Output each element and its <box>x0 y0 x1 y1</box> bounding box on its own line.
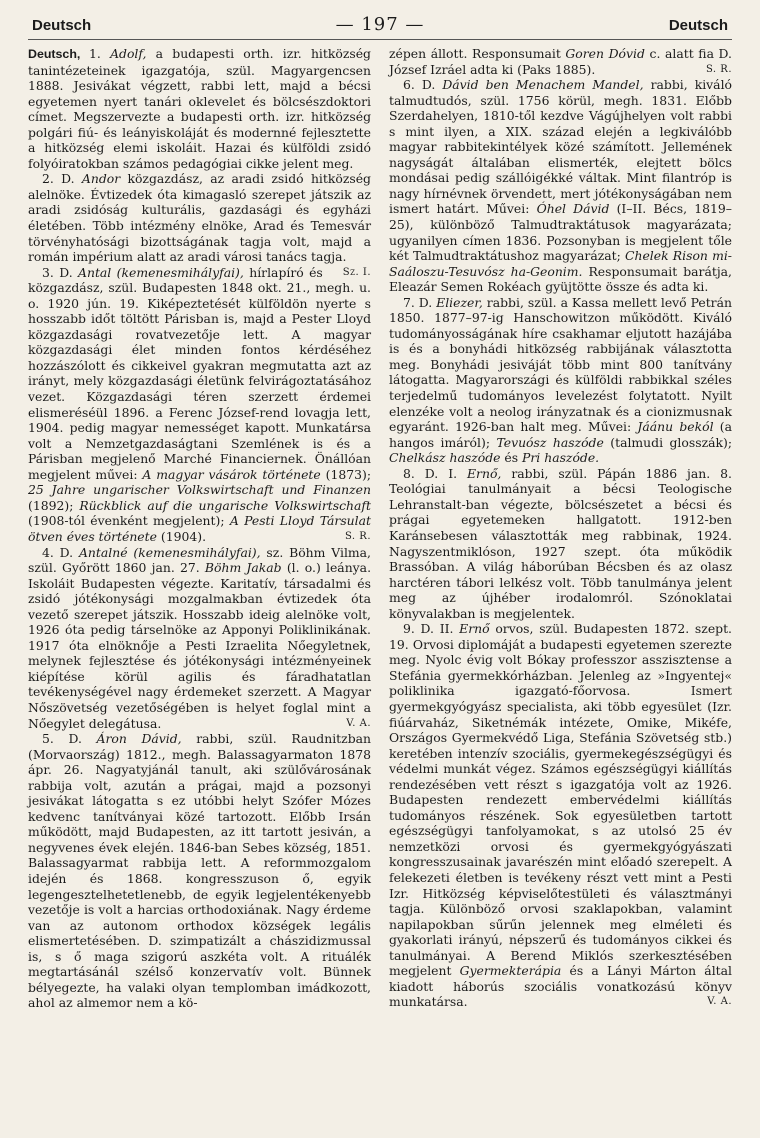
entry-text: (a hangos imáról); <box>389 419 732 450</box>
author-signature: Sz. I. <box>342 266 371 278</box>
header-right-keyword: Deutsch <box>668 17 728 34</box>
entry-6 <box>389 77 732 295</box>
entry-text: c. alatt fia D. József Izráel adta ki (Paks 1885). <box>389 46 732 77</box>
work-title: Pri haszóde. <box>522 450 600 466</box>
entry-name: Andor <box>81 171 121 187</box>
entry-number: 2. D. <box>42 171 82 187</box>
two-column-body <box>28 46 732 1011</box>
entry-text: (1892); <box>28 497 80 513</box>
work-title: Tevuósz haszóde <box>496 434 604 450</box>
work-title: Chelek Rison mi-Saáloszu-Tesuvósz ha-Geonim. <box>389 248 732 279</box>
entry-name: Eliezer, <box>436 294 483 310</box>
work-title: 25 Jahre ungarischer Volkswirtschaft und Finanzen <box>28 482 371 498</box>
author-signature: S. R. <box>344 530 371 542</box>
entry-5-continued <box>389 46 732 77</box>
entry-text: rabbi, szül. a Kassa mellett levő Petrán 1850. 1877–97-ig Hanschowitzon működött. Kiváló tudományosságának híre csakhamar eljutott hazájába is és a bonyhádi hitközség rabbijának választotta meg. Bonyhádi jesiváját több mint 800 tanítvány látogatta. Magyarországi és külföldi rabbikkal széles terjedelmű tudományos levelezést folytatott. Nyilt elenzéke volt a neolog irányzatnak és a cionizmusnak egyaránt. 1926-ban halt meg. Művei: <box>389 294 732 435</box>
entry-text: sz. Böhm Vilma, szül. Győrött 1860 jan. 27. <box>28 544 371 576</box>
work-title: Goren Dóvid <box>565 46 645 61</box>
entry-name: Antalné (kemenesmihályfai), <box>78 544 261 560</box>
entry-text: közgazdász, az aradi zsidó hitközség alelnöke. Évtizedek óta kimagasló szerepet játszik az aradi zsidóság kulturális, gazdasági és egyházi életében. Több intézmény elnöke, Arad és Temesvár törvényhatósági bizottságának tagja volt, majd a román impérium alatt az aradi városi tanács tagja. <box>28 171 371 265</box>
work-title: Jáánu bekól <box>637 419 714 435</box>
author-signature: V. A. <box>346 717 371 729</box>
page-number: — 197 — <box>335 14 425 35</box>
entry-number: 5. D. <box>42 731 97 747</box>
entry-number: 4. D. <box>42 544 79 560</box>
entry-text: és <box>500 450 523 466</box>
entry-text: és a Lányi Márton által kiadott háborús szociális vonatkozású könyv munkatársa. <box>389 963 732 1010</box>
entry-name: Áron Dávid, <box>96 731 182 747</box>
entry-9 <box>389 621 732 1010</box>
author-signature: S. R. <box>705 63 732 75</box>
work-title: Rückblick auf die ungarische Volkswirtschaft <box>79 497 371 513</box>
entry-text: (1908-tól évenként megjelent); <box>28 513 230 529</box>
entry-text: (talmudi glosszák); <box>603 434 732 450</box>
page-header <box>28 14 732 40</box>
entry-text: (l. o.) leánya. Iskoláit Budapesten végezte. Karitatív, társadalmi és zsidó jótékonysági mozgalmakban évtizedek óta vezető szerepet játszik. Hosszabb ideig alelnöke volt, 1926 óta pedig társelnöke az Apponyi Poliklinikának. 1917 óta elnöknője a Pesti Izraelita Nőegyletnek, melynek fejlesztése és jótékonysági intézményeinek kiépítése körül agilis és fáradhatatlan tevékenységével nagy érdemeket szerzett. A Magyar Nőszövetség vezetőségében is helyet foglal mint a Nőegylet delegátusa. <box>28 560 372 731</box>
entry-5 <box>28 731 371 1011</box>
work-title: Gyermekterápia <box>459 963 562 979</box>
work-title: A Pesti Lloyd Társulat ötven éves története <box>28 513 371 544</box>
entry-3 <box>28 265 371 545</box>
entry-text: (1904). <box>156 528 207 544</box>
entry-text: rabbi, szül. Pápán 1886 jan. 8. Teológiai tanulmányait a bécsi Teologische Lehranstalt-ban végezte, bölcsészetet a bécsi és prágai egyetemeken hallgatott. 1912-ben Karánsebesen választották meg rabbinak, 1924. Nagyszentmiklóson, 1927 szept. óta működik Brassóban. A világ háborúban Bécsben és az olasz harctéren tábori lelkész volt. Több tanulmánya jelent meg az újhéber irodalomról. Szónoklatai könyvalakban is megjelentek. <box>389 465 732 621</box>
entry-text: rabbi, kiváló talmudtudós, szül. 1756 körül, megh. 1831. Előbb Szerdahelyen, 1810-től kezdve Vágújhelyen volt rabbi s mint ilyen, a XIX. század elején a legkiválóbb magyar rabbitekintélyek közé számított. Jellemének nagyságát általában elismerték, elejtett bölcs mondásai pedig szállóigékké váltak. Mint filantróp is nagy hírnévnek örvendett, mert jótékonyságában nem ismert határt. Művei: <box>389 77 732 217</box>
entry-text: (I–II. Bécs, 1819–25), különböző Talmudtraktátusok magyarázata; ugyanilyen címen 1836. Pozsonyban is megjelent tőle két Talmudtraktátushoz magyarázat; <box>389 201 733 264</box>
entry-headword: Deutsch, <box>28 47 90 61</box>
entry-text: zépen állott. Responsumait <box>389 46 566 61</box>
work-title: A magyar vásárok története <box>142 466 321 482</box>
entry-8 <box>389 466 732 621</box>
entry-text: rabbi, szül. Raudnitzban (Morvaország) 1812., megh. Balassagyarmaton 1878 ápr. 26. Nagyatyjánál tanult, aki szülővárosának rabbija volt, azután a prágai, majd a pozsonyi jesivákat látogatta s ez utóbbi helyt Szófer Mózes kedvenc tanítványai közé tartozott. Előbb Irsán működött, majd Budapesten, az itt tartott jesiván, a negyvenes évek elején. 1846-ban Sebes község, 1851. Balassagyarmat rabbija lett. A reformmozgalom idején és 1868. kongresszuson ő, egyik legengesztelhetetlenebb, de egyik legjelentékenyebb vezetője is volt a harcias orthodoxiának. Nagy érdeme van az autonom orthodox községek legális elismertetésében. D. szimpatizált a chászidizmussal is, s ő maga szigorú aszkéta volt. A rituálék megtartásánál szélső konzervatív volt. Bünnek bélyegezte, ha valaki olyan templomban imádkozott, ahol az almemor nem a kö- <box>28 731 371 1011</box>
work-title: Óhel Dávid <box>536 201 610 217</box>
entry-number: 9. D. II. <box>403 621 460 637</box>
entry-text: hírlapíró és közgazdász, szül. Budapesten 1848 okt. 21., megh. u. o. 1920 jún. 19. Kiképeztetését külföldön nyerte s hosszabb időt töltött Párisban is, majd a Pester Lloyd közgazdasági rovatvezetője lett. A magyar közgazdasági élet minden fontos kérdéséhez hozzászólott és cikkeivel gyakran megmutatta azt az irányt, mely közgazdasági életünk felvirágoztatásához vezet. Közgazdasági téren szerzett érdemei elismeréséül 1896. a Ferenc József-rend lovagja lett, 1904. pedig magyar nemességet kapott. Munkatársa volt a Nemzetgazdaságtani Szemlének is és a Párisban megjelenő Marché Financiernek. Önállóan megjelent művei: <box>28 264 371 482</box>
entry-name: Ernő, <box>467 465 502 481</box>
author-signature: V. A. <box>707 996 732 1008</box>
entry-number: 1. <box>89 46 111 61</box>
entry-text: (1873); <box>320 466 371 482</box>
entry-name: Antal (kemenesmihályfai), <box>78 264 244 280</box>
left-column <box>28 46 371 1011</box>
entry-text: Responsumait barátja, Eleazár Semen Rokéach gyüjtötte össze és adta ki. <box>389 263 732 295</box>
entry-name: Ernő <box>459 621 490 637</box>
cross-reference: Böhm Jakab <box>204 560 282 576</box>
entry-number: 6. D. <box>403 77 443 93</box>
work-title: Chelkász haszóde <box>389 450 501 466</box>
entry-text: orvos, szül. Budapesten 1872. szept. 19. Orvosi diplomáját a budapesti egyetemen szerezte meg. Nyolc évig volt Bókay professzor asszisztense a Stefánia gyermekkórházban. Jelenleg az »Ingyentej« poliklinika igazgató-főorvosa. Ismert gyermekgyógyász specialista, aki több egyesület (Izr. fiúárvaház, Siketnémák intézete, Omike, Mikéfe, Országos Gyermekvédő Liga, Stefánia Szövetség stb.) keretében intenzív szociális, gyermekegészségügyi és védelmi munkát végez. Számos egészségügyi kiállítás rendezésében vett részt s igazgatója volt az 1926. Budapesten rendezett embervédelmi kiállítás tudományos részének. Sok egyesületben tartott egészségügyi tanfolyamokat, s az utolsó 25 év nemzetközi orvosi és gyermekgyógyászati kongresszusainak javarészén mint előadó szerepelt. A felekezeti életben is tevékeny részt vett mint a Pesti Izr. Hitközség képviselőtestületi és választmányi tagja. Különböző orvosi szaklapokban, valamint napilapokban sűrűn jelennek meg elméleti és gyakorlati irányú, népszerű és tudományos cikkei és tanulmányai. A Berend Miklós szerkesztésében megjelent <box>389 621 733 979</box>
entry-text: a budapesti orth. izr. hitközség tanintézeteinek igazgatója, szül. Magyargencsen 1888. Jesivákat végzett, rabbi lett, majd a bécsi egyetemen nyert tanári oklevelet és bölcsészdoktori címet. Megszervezte a budapesti orth. izr. hitközség polgári fiú- és leányiskoláját és modernné fejlesztette a hitközség elemi iskoláit. Hazai és külföldi zsidó folyóiratokban számos pedagógiai cikke jelent meg. <box>28 46 371 171</box>
entry-name: Dávid ben Menachem Mandel, <box>442 77 644 93</box>
header-left-keyword: Deutsch <box>32 17 92 34</box>
entry-4 <box>28 545 371 732</box>
entry-number: 8. D. I. <box>403 465 467 481</box>
entry-1 <box>28 46 371 171</box>
right-column <box>389 46 732 1011</box>
entry-number: 3. D. <box>42 264 79 280</box>
entry-name: Adolf, <box>110 46 147 61</box>
entry-7 <box>389 295 732 466</box>
entry-number: 7. D. <box>403 294 437 310</box>
